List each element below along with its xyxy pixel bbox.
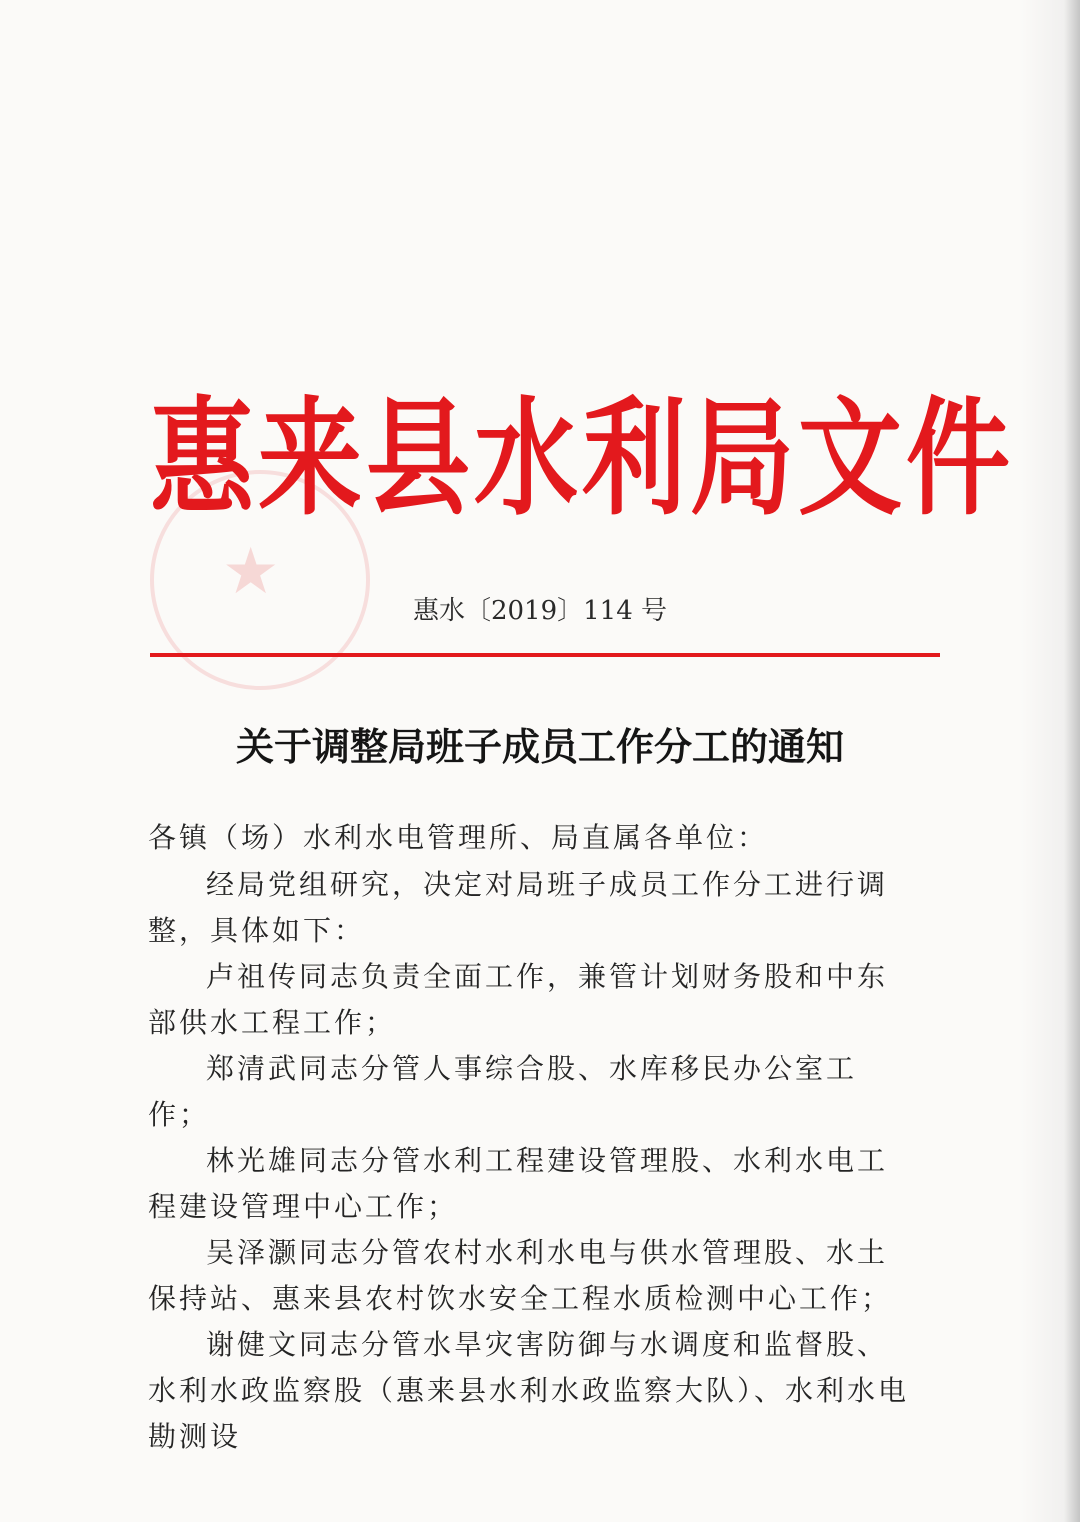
paragraph: 卢祖传同志负责全面工作，兼管计划财务股和中东部供水工程工作； xyxy=(148,960,889,1039)
body-paragraphs xyxy=(148,862,918,1460)
paragraph: 吴泽灏同志分管农村水利水电与供水管理股、水土保持站、惠来县农村饮水安全工程水质检测中心工作； xyxy=(148,1236,893,1315)
paragraph: 经局党组研究，决定对局班子成员工作分工进行调整，具体如下： xyxy=(148,868,889,947)
paragraph: 谢健文同志分管水旱灾害防御与水调度和监督股、水利水政监察股（惠来县水利水政监察大队）、水利水电勘测设 xyxy=(148,1328,910,1453)
paragraph: 林光雄同志分管水利工程建设管理股、水利水电工程建设管理中心工作； xyxy=(148,1144,889,1223)
salutation: 各镇（场）水利水电管理所、局直属各单位： xyxy=(148,821,769,854)
issuer-title: 惠来县水利局文件 xyxy=(150,384,1015,533)
document-number: 惠水〔2019〕114 号 xyxy=(412,596,668,626)
seal-star-icon: ★ xyxy=(222,535,280,609)
document-title: 关于调整局班子成员工作分工的通知 xyxy=(235,724,844,769)
red-divider-line xyxy=(150,653,940,657)
paragraph: 郑清武同志分管人事综合股、水库移民办公室工作； xyxy=(148,1052,858,1131)
